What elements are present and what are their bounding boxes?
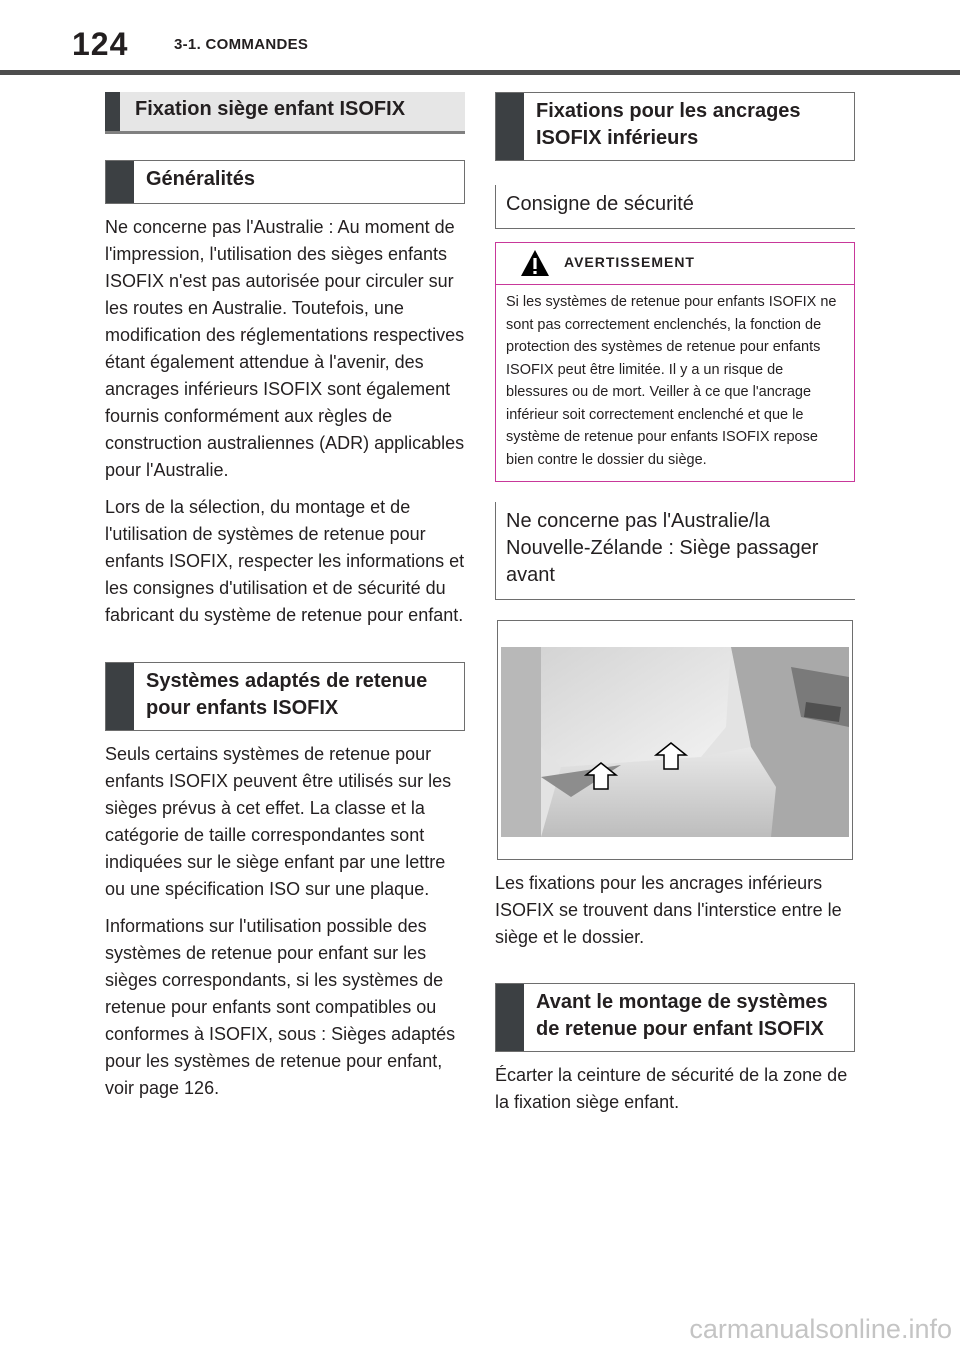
subsection-heading — [495, 983, 855, 1052]
paragraph: Lors de la sélection, du montage et de l'utilisation de systèmes de retenue pour enfants ISOFIX, respecter les informations et les consignes d'utilisation et de sécurité du fabricant du système de retenue pour enfant. — [105, 497, 465, 625]
chapter-title: 3-1. COMMANDES — [174, 36, 309, 53]
subsection-title: Généralités — [146, 168, 255, 190]
subsection-title: Systèmes adaptés de retenue pour enfants ISOFIX — [146, 670, 428, 719]
subsection-heading — [105, 160, 465, 204]
section-title: Fixation siège enfant ISOFIX — [135, 98, 406, 120]
watermark: carmanualsonline.info — [689, 1314, 952, 1344]
section-heading — [105, 92, 465, 134]
subsection-heading — [105, 662, 465, 731]
section-title: Fixations pour les ancrages ISOFIX inférieurs — [536, 100, 801, 149]
paragraph: Seuls certains systèmes de retenue pour enfants ISOFIX peuvent être utilisés sur les sièges prévus à cet effet. La classe et la catégorie de taille correspondantes sont indiquées sur le siège enfant par une lettre ou une spécification ISO sur une plaque. — [105, 744, 452, 899]
warning-title: AVERTISSEMENT — [564, 254, 695, 270]
isofix-seat-image — [501, 647, 849, 837]
figure-caption: Les fixations pour les ancrages inférieurs ISOFIX se trouvent dans l'interstice entre le siège et le dossier. — [495, 873, 842, 947]
warning-triangle-icon — [520, 249, 550, 277]
section-heading — [495, 92, 855, 161]
seat-illustration — [497, 620, 853, 860]
left-column — [105, 92, 465, 1102]
warning-header — [496, 243, 854, 285]
page-number: 124 — [72, 26, 129, 62]
paragraph: Ne concerne pas l'Australie : Au moment de l'impression, l'utilisation des sièges enfants ISOFIX n'est pas autorisée pour circuler sur les routes en Australie. Toutefois, une modification des réglementations respectives étant également attendue à l'avenir, des ancrages inférieurs ISOFIX sont également fournis conformément aux règles de construction australiennes (ADR) applicables pour l'Australie. — [105, 217, 465, 480]
subsection-title: Avant le montage de systèmes de retenue pour enfant ISOFIX — [536, 991, 828, 1040]
safety-heading: Consigne de sécurité — [495, 185, 855, 229]
right-column — [495, 92, 855, 1116]
page-header — [0, 0, 960, 74]
paragraph: Informations sur l'utilisation possible des systèmes de retenue pour enfant sur les sièges correspondants, si les systèmes de retenue pour enfants sont compatibles ou conformes à ISOFIX, sous : Sièges adaptés pour les systèmes de retenue pour enfant, voir page 126. — [105, 916, 456, 1098]
header-rule — [0, 70, 960, 75]
warning-text: Si les systèmes de retenue pour enfants ISOFIX ne sont pas correctement enclenchés, la fonction de protection des systèmes de retenue pour enfants ISOFIX peut être limitée. Il y a un risque de blessures ou de mort. Veiller à ce que l'ancrage inférieur soit correctement enclenché et que le système de retenue pour enfants ISOFIX repose bien contre le dossier du siège. — [506, 294, 837, 468]
warning-box — [495, 242, 855, 482]
subsection-heading: Ne concerne pas l'Australie/la Nouvelle-Zélande : Siège passager avant — [495, 502, 855, 600]
paragraph: Écarter la ceinture de sécurité de la zone de la fixation siège enfant. — [495, 1065, 848, 1112]
